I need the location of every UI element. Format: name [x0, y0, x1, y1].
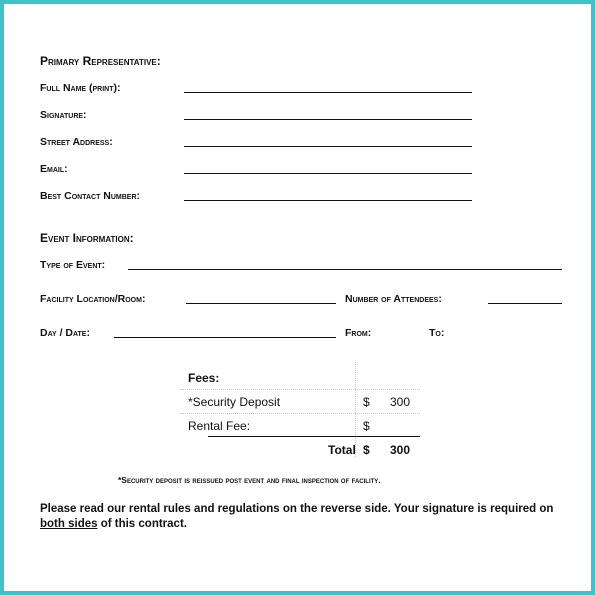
fees-header: Fees: [188, 371, 220, 385]
number-of-attendees-field[interactable] [488, 303, 562, 304]
signature-field[interactable] [184, 119, 472, 120]
from-label: From: [345, 327, 372, 339]
best-contact-number-label: Best Contact Number: [40, 190, 141, 202]
type-of-event-label: Type of Event: [40, 259, 106, 271]
email-label: Email: [40, 163, 68, 175]
rental-fee-label: Rental Fee: [188, 419, 251, 433]
total-rule [208, 436, 420, 437]
best-contact-number-field[interactable] [184, 200, 472, 201]
street-address-label: Street Address: [40, 136, 113, 148]
both-sides-text: both sides [40, 518, 98, 530]
signature-label: Signature: [40, 109, 87, 121]
event-information-heading: Event Information: [40, 231, 134, 245]
to-label: To: [429, 327, 445, 339]
full-name-field[interactable] [184, 92, 472, 93]
day-date-label: Day / Date: [40, 327, 90, 339]
email-field[interactable] [184, 173, 472, 174]
security-deposit-note: *Security deposit is reissued post event and final inspection of facility. [118, 475, 381, 485]
total-currency: $ [363, 443, 370, 457]
full-name-label: Full Name (print): [40, 82, 121, 94]
facility-location-label: Facility Location/Room: [40, 293, 146, 305]
facility-location-field[interactable] [186, 303, 336, 304]
security-deposit-currency: $ [363, 395, 370, 409]
number-of-attendees-label: Number of Attendees: [345, 293, 442, 305]
rental-fee-currency: $ [363, 419, 370, 433]
total-amount: 300 [390, 443, 411, 457]
total-label: Total [328, 443, 356, 457]
security-deposit-amount: 300 [390, 395, 411, 409]
footer-line-2-rest: of this contract. [97, 518, 187, 530]
fees-table [180, 362, 420, 462]
fees-row-divider [180, 389, 420, 390]
fees-row-divider [180, 413, 420, 414]
footer-line-1: Please read our rental rules and regulations on the reverse side. Your signature is required on [40, 503, 554, 515]
street-address-field[interactable] [184, 146, 472, 147]
security-deposit-label: *Security Deposit [188, 395, 281, 409]
day-date-field[interactable] [114, 337, 336, 338]
primary-representative-heading: Primary Representative: [40, 54, 161, 68]
type-of-event-field[interactable] [128, 269, 562, 270]
footer-line-2 [40, 518, 187, 530]
